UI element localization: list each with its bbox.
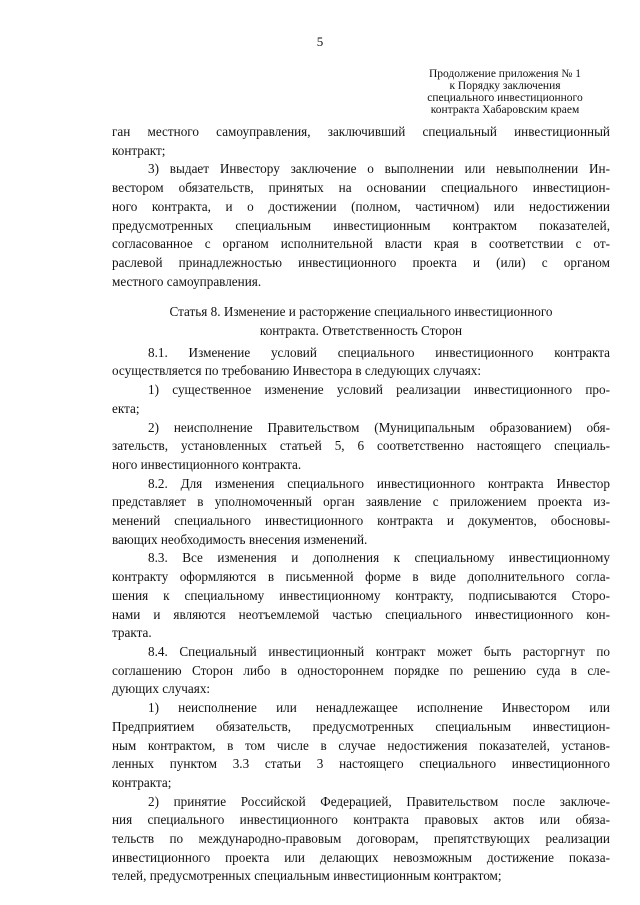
page-number: 5 bbox=[316, 34, 324, 49]
paragraph-first-line: 8.3. Все изменения и дополнения к специальному инвестиционному bbox=[148, 550, 610, 566]
paragraph-first-line: 1) существенное изменение условий реализации инвестиционного про- bbox=[148, 382, 610, 398]
appendix-header-line: специального инвестиционного bbox=[427, 92, 583, 104]
section-gap bbox=[112, 291, 610, 303]
paragraph-last-line: екта; bbox=[112, 400, 140, 416]
paragraph-line: менений специального инвестиционного контракта и документов, обосновы- bbox=[112, 513, 610, 529]
paragraph-line: ган местного самоуправления, заключивший специальный инвестиционный bbox=[112, 124, 610, 139]
paragraph-first-line: 2) принятие Российской Федерацией, Правительством после заключе- bbox=[148, 793, 610, 809]
paragraph-last-line: контракта; bbox=[112, 774, 172, 790]
paragraph-line: согласованное с органом исполнительной власти края в соответствии с от- bbox=[112, 236, 610, 252]
paragraph-line: ленных пунктом 3.3 статьи 3 настоящего специального инвестиционного bbox=[112, 756, 610, 772]
paragraph-first-line: 8.2. Для изменения специального инвестиционного контракта Инвестор bbox=[148, 475, 610, 491]
paragraph-last-line: телей, предусмотренных специальным инвестиционным контрактом; bbox=[112, 868, 502, 884]
paragraph-line: представляет в уполномоченный орган заявление с приложением проекта из- bbox=[112, 494, 610, 510]
paragraph-first-line: 2) неисполнение Правительством (Муниципальным образованием) обя- bbox=[148, 419, 610, 435]
appendix-header-line: к Порядку заключения bbox=[449, 80, 561, 92]
paragraph-first-line: 8.1. Изменение условий специального инвестиционного контракта bbox=[148, 344, 610, 360]
paragraph-first-line: 1) неисполнение или ненадлежащее исполнение Инвестором или bbox=[148, 700, 610, 716]
paragraph-line: тельств по международно-правовым договорам, препятствующих реализации bbox=[112, 831, 610, 847]
paragraph-last-line: ного инвестиционного контракта. bbox=[112, 456, 302, 472]
paragraph-last-line: дующих случаях: bbox=[112, 681, 211, 697]
article-title-line: контракта. Ответственность Сторон bbox=[259, 323, 463, 339]
paragraph-line: вестором обязательств, принятых на основании специального инвестицион- bbox=[112, 180, 610, 196]
appendix-header-line: Продолжение приложения № 1 bbox=[428, 68, 582, 80]
paragraph-first-line: 3) выдает Инвестору заключение о выполнении или невыполнении Ин- bbox=[148, 161, 610, 177]
paragraph-line: Предприятием обязательств, предусмотренных специальным инвестицион- bbox=[112, 718, 610, 734]
paragraph-line: ного контракта, и о достижении (полном, частичном) или недостижении bbox=[112, 198, 610, 214]
paragraph-line: соглашению Сторон либо в одностороннем порядке по решению суда в сле- bbox=[112, 662, 610, 678]
appendix-header-line: контракта Хабаровским краем bbox=[430, 104, 580, 116]
paragraph-last-line: контракт; bbox=[112, 142, 166, 158]
paragraph-line: инвестиционного проекта или делающих невозможным достижение показа- bbox=[112, 849, 610, 865]
paragraph-last-line: вающих необходимость внесения изменений. bbox=[112, 531, 368, 547]
paragraph-first-line: 8.4. Специальный инвестиционный контракт может быть расторгнут по bbox=[148, 643, 610, 659]
paragraph-line: нами и являются неотъемлемой частью специального инвестиционного кон- bbox=[112, 606, 610, 622]
document-body bbox=[112, 123, 610, 886]
paragraph-last-line: местного самоуправления. bbox=[112, 273, 262, 289]
paragraph-line: ным контрактом, в том числе в случае недостижения показателей, установ- bbox=[112, 737, 610, 753]
article-title-line: Статья 8. Изменение и расторжение специального инвестиционного bbox=[169, 304, 553, 320]
appendix-header bbox=[400, 68, 610, 116]
paragraph-last-line: осуществляется по требованию Инвестора в следующих случаях: bbox=[112, 363, 482, 379]
paragraph-line: раслевой принадлежностью инвестиционного проекта и (или) с органом bbox=[112, 254, 610, 270]
paragraph-line: ния специального инвестиционного контракта правовых актов или обяза- bbox=[112, 812, 610, 828]
paragraph-line: шения к специальному инвестиционному контракту, подписываются Сторо- bbox=[112, 587, 610, 603]
paragraph-line: предусмотренных специальным инвестиционным контрактом показателей, bbox=[112, 217, 610, 233]
paragraph-line: контракту оформляются в письменной форме в виде дополнительного согла- bbox=[112, 569, 610, 585]
paragraph-last-line: тракта. bbox=[112, 625, 152, 641]
paragraph-line: зательств, установленных статьей 5, 6 соответственно настоящего специаль- bbox=[112, 438, 610, 454]
